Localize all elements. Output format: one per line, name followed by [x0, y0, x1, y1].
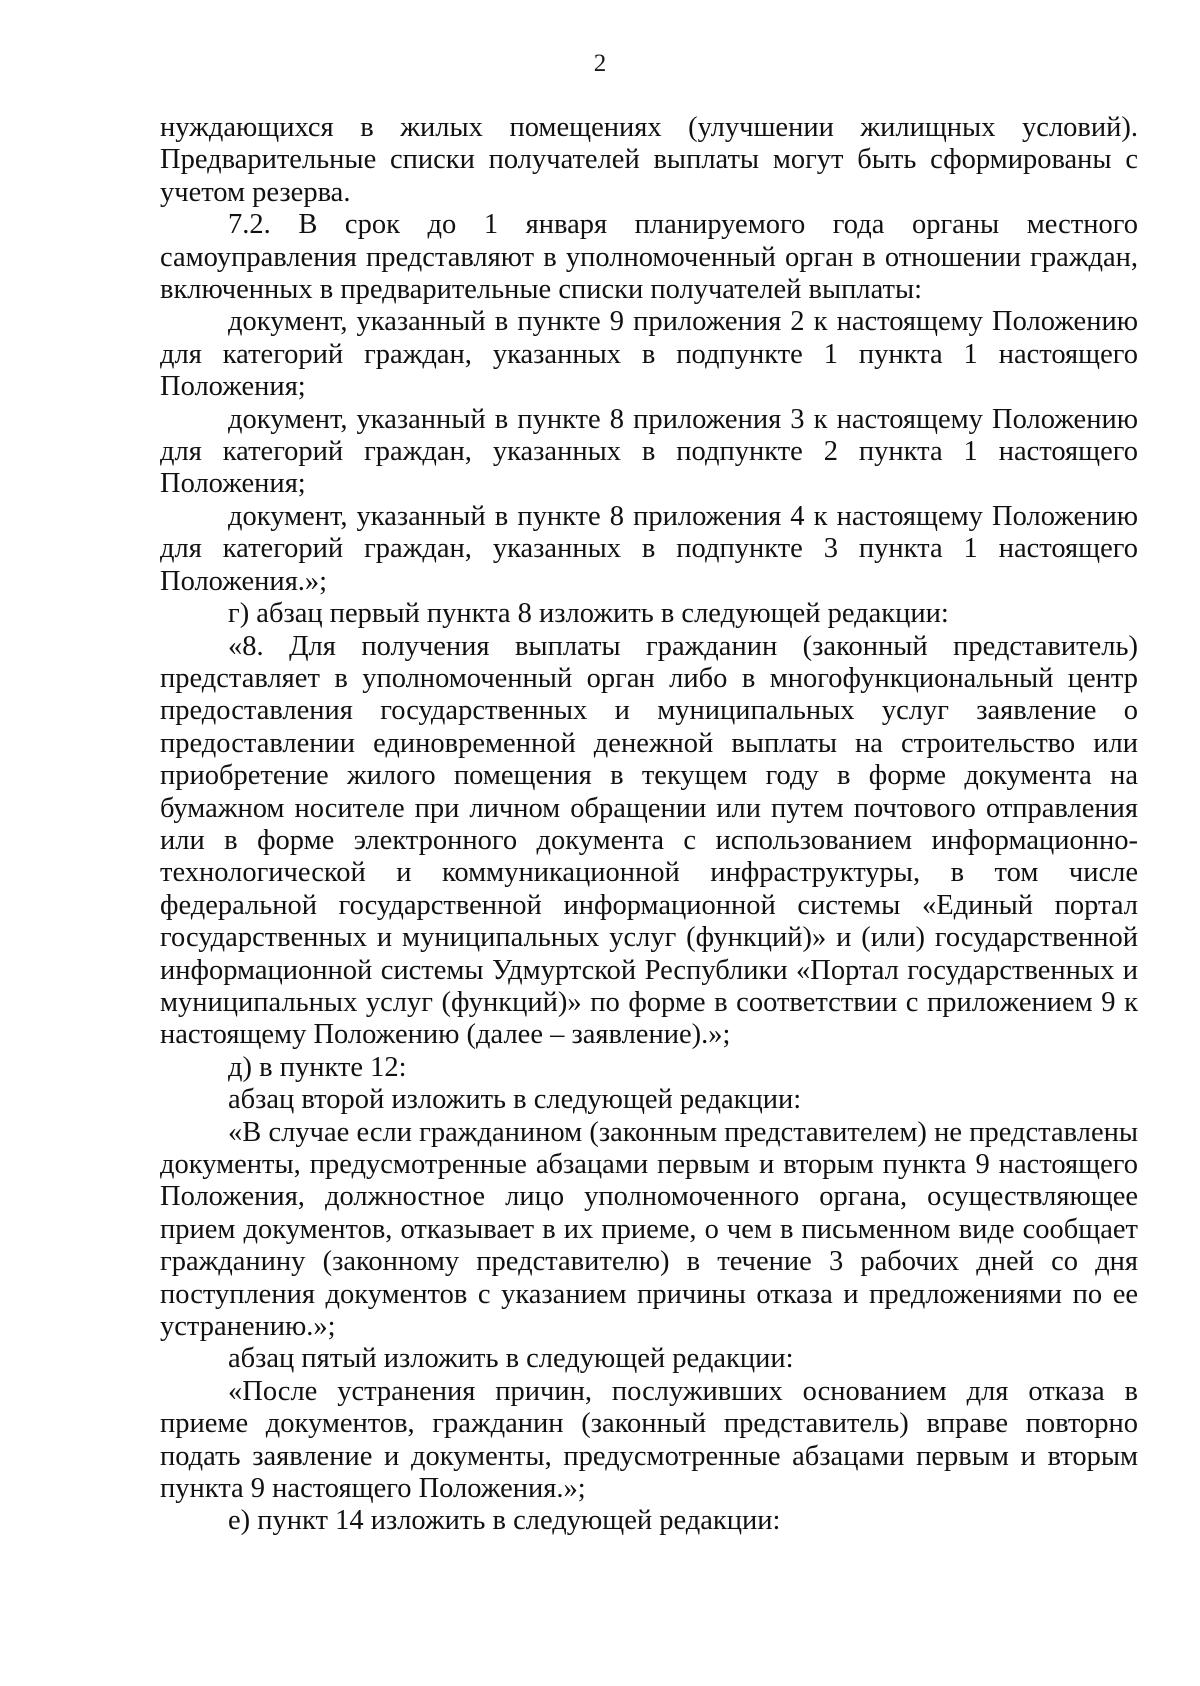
paragraph-7-2: 7.2. В срок до 1 января планируемого года органы местного самоуправления представляют в уполномоченный орган в отношении граждан, включенных в предварительные списки получателей выплаты:	[160, 209, 1138, 306]
paragraph-amendment-e: е) пункт 14 изложить в следующей редакции:	[228, 1505, 781, 1537]
paragraph-document-appendix-2: документ, указанный в пункте 9 приложения 2 к настоящему Положению для категорий граждан, указанных в подпункте 1 пункта 1 настоящего Положения;	[160, 306, 1138, 403]
paragraph-abzac-second: абзац второй изложить в следующей редакции:	[228, 1084, 802, 1116]
document-body	[160, 112, 1138, 1538]
paragraph-document-appendix-4: документ, указанный в пункте 8 приложения 4 к настоящему Положению для категорий граждан, указанных в подпункте 3 пункта 1 настоящего Положения.»;	[160, 500, 1138, 597]
paragraph-refusal: «В случае если гражданином (законным представителем) не представлены документы, предусмотренные абзацами первым и вторым пункта 9 настоящего Положения, должностное лицо уполномоченного органа, осуществляющее прием документов, отказывает в их приеме, о чем в письменном виде сообщает гражданину (законному представителю) в течение 3 рабочих дней со дня поступления документов с указанием причины отказа и предложениями по ее устранению.»;	[160, 1116, 1138, 1343]
paragraph-abzac-fifth: абзац пятый изложить в следующей редакции:	[228, 1343, 794, 1375]
paragraph-resubmission: «После устранения причин, послуживших основанием для отказа в приеме документов, гражданин (законный представитель) вправе повторно подать заявление и документы, предусмотренные абзацами первым и вторым пункта 9 настоящего Положения.»;	[160, 1375, 1138, 1505]
paragraph-point-8: «8. Для получения выплаты гражданин (законный представитель) представляет в уполномоченный орган либо в многофункциональный центр предоставления государственных и муниципальных услуг заявление о предоставлении единовременной денежной выплаты на строительство или приобретение жилого помещения в текущем году в форме документа на бумажном носителе при личном обращении или путем почтового отправления или в форме электронного документа с использованием информационно-технологической и коммуникационной инфраструктуры, в том числе федеральной государственной информационной системы «Единый портал государственных и муниципальных услуг (функций)» и (или) государственной информационной системы Удмуртской Республики «Портал государственных и муниципальных услуг (функций)» по форме в соответствии с приложением 9 к настоящему Положению (далее – заявление).»;	[160, 630, 1138, 1051]
paragraph-document-appendix-3: документ, указанный в пункте 8 приложения 3 к настоящему Положению для категорий граждан, указанных в подпункте 2 пункта 1 настоящего Положения;	[160, 403, 1138, 500]
page-number: 2	[593, 50, 607, 77]
paragraph-continuation: нуждающихся в жилых помещениях (улучшении жилищных условий). Предварительные списки получателей выплаты могут быть сформированы с учетом резерва.	[160, 112, 1138, 208]
paragraph-amendment-d: д) в пункте 12:	[228, 1051, 407, 1083]
paragraph-amendment-g: г) абзац первый пункта 8 изложить в следующей редакции:	[228, 598, 949, 630]
